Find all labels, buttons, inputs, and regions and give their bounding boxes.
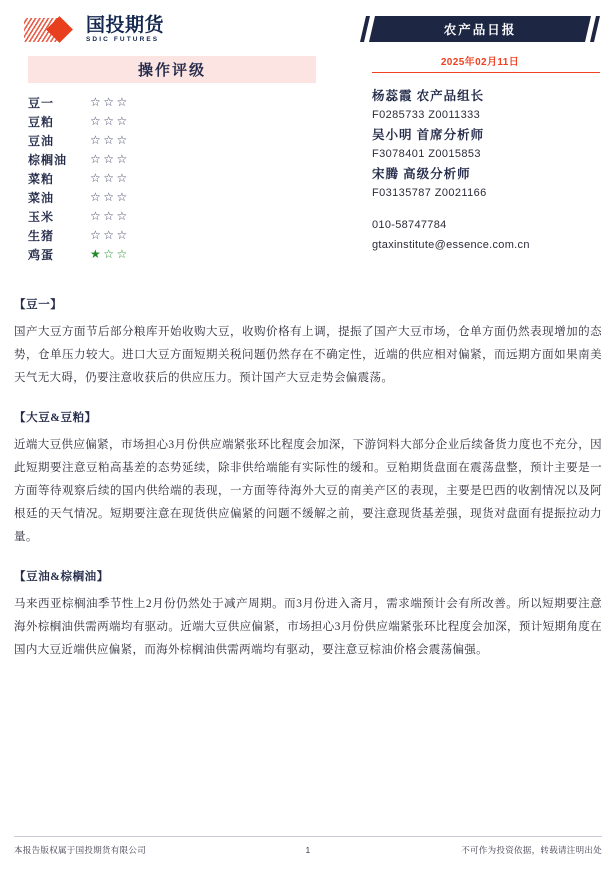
brand-name-en: SDIC FUTURES bbox=[86, 36, 160, 43]
star-hollow-icon: ☆ bbox=[103, 228, 116, 242]
star-hollow-icon: ☆ bbox=[116, 114, 129, 128]
date-divider bbox=[372, 72, 600, 73]
star-hollow-icon: ☆ bbox=[103, 95, 116, 109]
rating-name: 菜油 bbox=[28, 190, 55, 205]
report-header bbox=[0, 0, 615, 275]
star-hollow-icon: ☆ bbox=[103, 190, 116, 204]
contact-phone: 010-58747784 bbox=[372, 219, 447, 231]
rating-title: 操作评级 bbox=[28, 56, 316, 83]
footer-disclaimer: 不可作为投资依据，转载请注明出处 bbox=[461, 845, 602, 855]
star-hollow-icon: ☆ bbox=[90, 95, 103, 109]
rating-stars bbox=[90, 115, 130, 127]
rating-name: 豆粕 bbox=[28, 114, 55, 129]
rating-stars bbox=[90, 210, 130, 222]
rating-name: 豆油 bbox=[28, 133, 55, 148]
rating-row bbox=[28, 188, 340, 207]
star-hollow-icon: ☆ bbox=[90, 228, 103, 242]
star-hollow-icon: ☆ bbox=[103, 247, 116, 261]
section-body: 国产大豆方面节后部分粮库开始收购大豆，收购价格有上调，提振了国产大豆市场，仓单方面仍然表现增加的态势，仓单压力较大。进口大豆方面短期关税问题仍然存在不确定性，近端的供应相对偏紧，而远期方面如果南美天气无大碍，仍要注意收获后的供应压力。预计国产大豆走势会偏震荡。 bbox=[14, 326, 602, 384]
report-section bbox=[14, 296, 602, 390]
rating-row bbox=[28, 112, 340, 131]
star-hollow-icon: ☆ bbox=[116, 228, 129, 242]
rating-row bbox=[28, 150, 340, 169]
rating-name: 鸡蛋 bbox=[28, 247, 55, 262]
rating-name: 玉米 bbox=[28, 209, 55, 224]
rating-stars bbox=[90, 248, 130, 260]
footer-copyright: 本报告版权属于国投期货有限公司 bbox=[14, 845, 147, 855]
banner-edge-left bbox=[360, 16, 370, 42]
footer-divider bbox=[14, 836, 602, 837]
rating-stars bbox=[90, 96, 130, 108]
analyst-name: 宋腾 高级分析师 bbox=[372, 167, 471, 181]
star-hollow-icon: ☆ bbox=[90, 171, 103, 185]
star-hollow-icon: ☆ bbox=[90, 133, 103, 147]
star-hollow-icon: ☆ bbox=[90, 209, 103, 223]
brand-logo bbox=[0, 0, 340, 44]
rating-name: 菜粕 bbox=[28, 171, 55, 186]
section-body: 马来西亚棕榈油季节性上2月份仍然处于减产周期。而3月份进入斋月，需求端预计会有所改善。所以短期要注意海外棕榈油供需两端均有驱动。近端大豆供应偏紧，市场担心3月份供应端紧张环比程度会加深，预计短期角度在国内大豆近端供应偏紧，而海外棕榈油供需两端均有驱动，要注意豆棕油价格会震荡偏强。 bbox=[14, 598, 602, 656]
rating-row bbox=[28, 131, 340, 150]
star-hollow-icon: ☆ bbox=[90, 114, 103, 128]
star-hollow-icon: ☆ bbox=[103, 114, 116, 128]
section-heading: 【豆一】 bbox=[14, 299, 63, 311]
footer-row bbox=[14, 844, 602, 856]
report-footer bbox=[14, 836, 602, 856]
analyst-list bbox=[372, 86, 615, 203]
analyst-name: 吴小明 首席分析师 bbox=[372, 128, 485, 142]
section-body: 近端大豆供应偏紧，市场担心3月份供应端紧张环比程度会加深，下游饲料大部分企业后续备货力度也不充分，因此短期要注意豆粕高基差的态势延续，除非供给端能有实际性的缓和。豆粕期货盘面在震荡盘整，预计主要是一方面等待观察后续的国内供给端的表现，一方面等待海外大豆的南美产区的表现，主要是巴西的收割情况以及阿根廷的天气情况。短期要注意在现货供应偏紧的问题不缓解之前，要注意现货基差强，现货对盘面有提振拉动力量。 bbox=[14, 439, 602, 543]
star-hollow-icon: ☆ bbox=[116, 209, 129, 223]
report-banner bbox=[372, 16, 615, 46]
rating-stars bbox=[90, 172, 130, 184]
contact-block bbox=[372, 215, 615, 255]
report-content bbox=[14, 296, 602, 681]
rating-row bbox=[28, 226, 340, 245]
report-banner-title: 农产品日报 bbox=[443, 23, 517, 37]
rating-row bbox=[28, 169, 340, 188]
rating-list bbox=[28, 93, 340, 264]
report-section bbox=[14, 568, 602, 662]
banner-edge-right bbox=[590, 16, 600, 42]
star-hollow-icon: ☆ bbox=[116, 247, 129, 261]
section-heading: 【大豆&豆粕】 bbox=[14, 412, 97, 424]
header-right-column bbox=[372, 0, 615, 255]
analyst-name: 杨蕊霞 农产品组长 bbox=[372, 89, 485, 103]
rating-row bbox=[28, 207, 340, 226]
brand-text bbox=[86, 16, 164, 44]
rating-row bbox=[28, 93, 340, 112]
report-date: 2025年02月11日 bbox=[440, 57, 520, 68]
star-hollow-icon: ☆ bbox=[90, 190, 103, 204]
rating-name: 棕榈油 bbox=[28, 152, 68, 167]
star-hollow-icon: ☆ bbox=[116, 171, 129, 185]
star-hollow-icon: ☆ bbox=[116, 95, 129, 109]
analyst-license-code: F03135787 Z0021166 bbox=[372, 187, 487, 199]
star-hollow-icon: ☆ bbox=[90, 152, 103, 166]
footer-page-number: 1 bbox=[305, 845, 311, 855]
header-left-column bbox=[0, 0, 340, 264]
section-heading: 【豆油&棕榈油】 bbox=[14, 571, 109, 583]
star-hollow-icon: ☆ bbox=[103, 152, 116, 166]
report-section bbox=[14, 409, 602, 549]
rating-stars bbox=[90, 191, 130, 203]
analyst-license-code: F0285733 Z0011333 bbox=[372, 109, 481, 121]
rating-row bbox=[28, 245, 340, 264]
analyst-license-code: F3078401 Z0015853 bbox=[372, 148, 481, 160]
star-hollow-icon: ☆ bbox=[103, 209, 116, 223]
rating-name: 豆一 bbox=[28, 95, 55, 110]
rating-stars bbox=[90, 229, 130, 241]
star-filled-icon: ★ bbox=[90, 247, 103, 261]
sdic-logo-icon bbox=[24, 17, 82, 43]
star-hollow-icon: ☆ bbox=[103, 171, 116, 185]
rating-stars bbox=[90, 153, 130, 165]
star-hollow-icon: ☆ bbox=[116, 133, 129, 147]
brand-name-cn: 国投期货 bbox=[86, 15, 165, 36]
star-hollow-icon: ☆ bbox=[103, 133, 116, 147]
star-hollow-icon: ☆ bbox=[116, 152, 129, 166]
star-hollow-icon: ☆ bbox=[116, 190, 129, 204]
contact-email: gtaxinstitute@essence.com.cn bbox=[372, 239, 530, 251]
rating-stars bbox=[90, 134, 130, 146]
rating-name: 生猪 bbox=[28, 228, 55, 243]
